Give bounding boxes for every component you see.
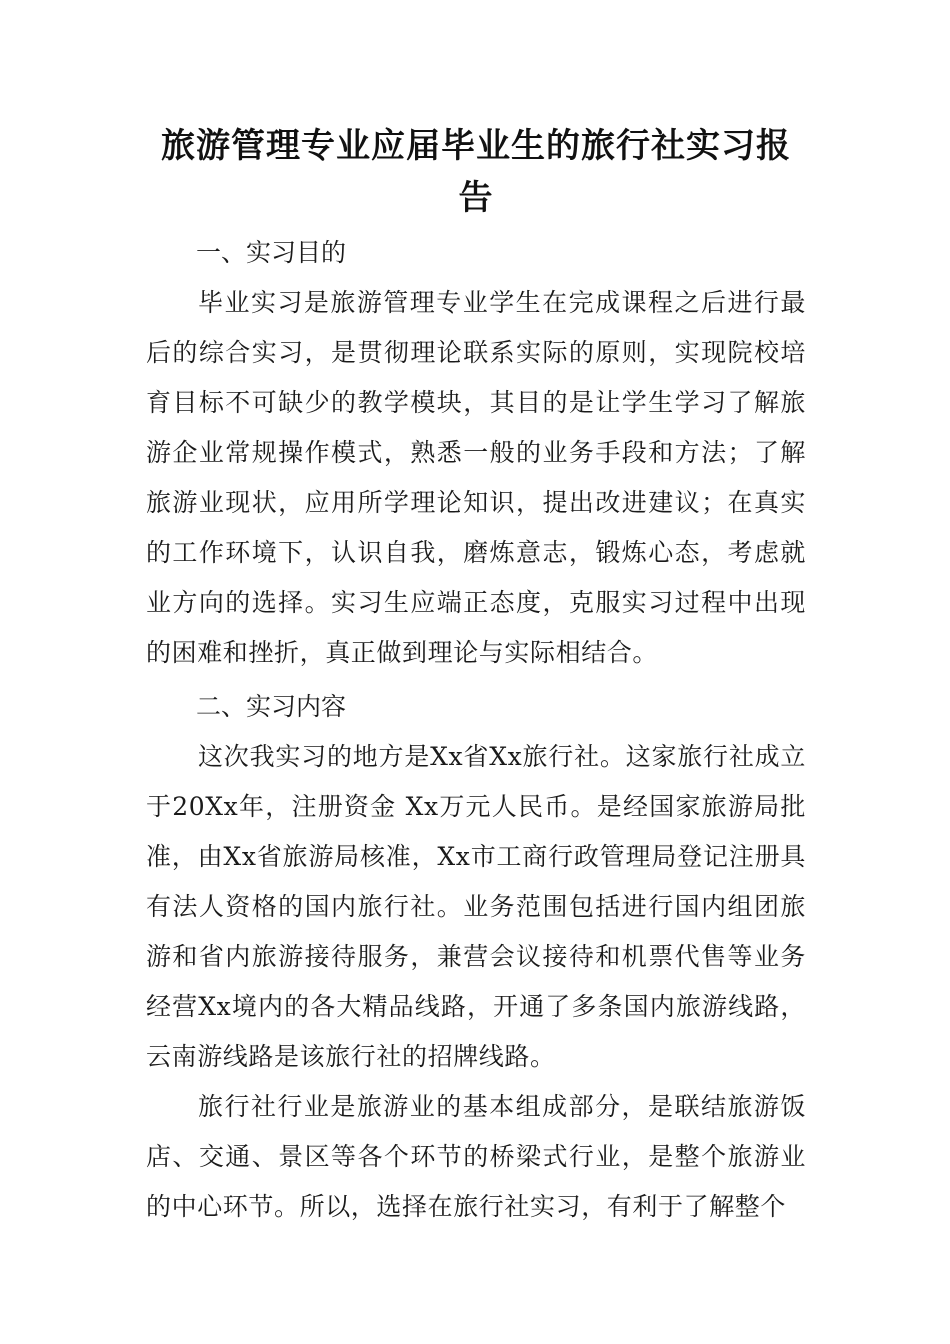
section-heading: 二、实习内容 bbox=[196, 692, 347, 721]
paragraph: 旅行社行业是旅游业的基本组成部分，是联结旅游饭店、交通、景区等各个环节的桥梁式行业，是整个旅游业的中心环节。所以，选择在旅行社实习，有利于了解整个 bbox=[146, 1092, 806, 1221]
paragraph: 毕业实习是旅游管理专业学生在完成课程之后进行最后的综合实习，是贯彻理论联系实际的原则，实现院校培育目标不可缺少的教学模块，其目的是让学生学习了解旅游企业常规操作模式，熟悉一般的业务手段和方法；了解旅游业现状，应用所学理论知识，提出改进建议；在真实的工作环境下，认识自我，磨炼意志，锻炼心态，考虑就业方向的选择。实习生应端正态度，克服实习过程中出现的困难和挫折，真正做到理论与实际相结合。 bbox=[146, 288, 806, 667]
section-heading: 一、实习目的 bbox=[196, 238, 347, 267]
section-content bbox=[146, 682, 806, 1232]
paragraph: 这次我实习的地方是Xx省Xx旅行社。这家旅行社成立于20Xx年，注册资金 Xx万元人民币。是经国家旅游局批准，由Xx省旅游局核准，Xx市工商行政管理局登记注册具有法人资格的国内旅行社。业务范围包括进行国内组团旅游和省内旅游接待服务，兼营会议接待和机票代售等业务经营Xx境内的各大精品线路，开通了多条国内旅游线路，云南游线路是该旅行社的招牌线路。 bbox=[146, 742, 806, 1071]
document-page bbox=[146, 120, 806, 1232]
section-purpose bbox=[146, 228, 806, 678]
document-title: 旅游管理专业应届毕业生的旅行社实习报告 bbox=[161, 126, 791, 218]
